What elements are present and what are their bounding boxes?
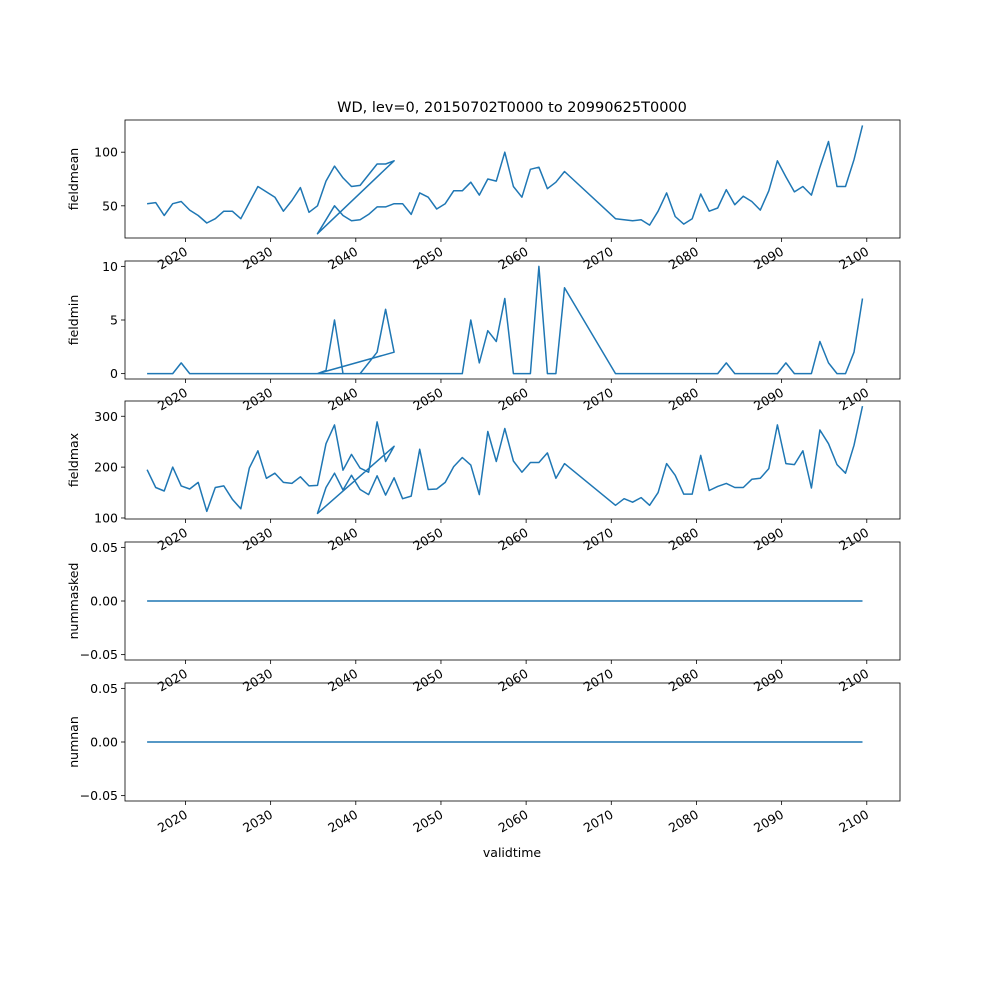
y-tick-label: 100 (94, 510, 118, 526)
subplot-numnan (66, 681, 900, 836)
y-tick-label: 0.00 (90, 593, 118, 609)
x-tick-label: 2040 (325, 524, 361, 554)
x-tick-label: 2040 (325, 806, 361, 836)
x-tick-label: 2080 (665, 665, 701, 695)
x-tick-label: 2040 (325, 384, 361, 414)
x-tick-label: 2030 (240, 243, 276, 273)
x-tick-label: 2100 (836, 243, 872, 273)
x-tick-label: 2050 (410, 384, 446, 414)
y-tick-label: −0.05 (79, 788, 118, 804)
x-tick-label: 2060 (495, 243, 531, 273)
y-axis-label: fieldmin (66, 294, 81, 346)
y-tick-label: 200 (94, 459, 118, 475)
y-tick-label: 0.05 (90, 680, 118, 696)
x-tick-label: 2050 (410, 524, 446, 554)
y-axis-label: fieldmax (66, 432, 81, 488)
y-axis-label: fieldmean (66, 147, 81, 211)
x-tick-label: 2070 (580, 665, 616, 695)
x-tick-label: 2070 (580, 243, 616, 273)
y-tick-label: 5 (110, 312, 118, 328)
x-tick-label: 2060 (495, 384, 531, 414)
series-line-fieldmin (147, 266, 862, 373)
x-tick-label: 2090 (751, 384, 787, 414)
x-tick-label: 2090 (751, 243, 787, 273)
x-tick-label: 2030 (240, 384, 276, 414)
x-tick-label: 2040 (325, 665, 361, 695)
x-tick-label: 2040 (325, 243, 361, 273)
x-tick-label: 2030 (240, 665, 276, 695)
axes-frame (125, 120, 900, 238)
x-tick-label: 2050 (410, 665, 446, 695)
x-tick-label: 2020 (154, 806, 190, 836)
x-tick-label: 2070 (580, 524, 616, 554)
y-axis-label: nummasked (66, 562, 81, 640)
x-tick-label: 2020 (154, 243, 190, 273)
x-tick-label: 2080 (665, 524, 701, 554)
y-tick-label: 0.05 (90, 539, 118, 555)
x-tick-label: 2020 (154, 665, 190, 695)
x-tick-label: 2090 (751, 665, 787, 695)
x-tick-label: 2090 (751, 806, 787, 836)
x-tick-label: 2020 (154, 384, 190, 414)
y-tick-label: 0 (110, 366, 118, 382)
x-tick-label: 2070 (580, 384, 616, 414)
y-tick-label: 0.00 (90, 734, 118, 750)
x-tick-label: 2060 (495, 665, 531, 695)
x-tick-label: 2100 (836, 665, 872, 695)
x-tick-label: 2100 (836, 806, 872, 836)
subplot-nummasked (66, 540, 900, 695)
x-tick-label: 2100 (836, 384, 872, 414)
subplot-fieldmean (66, 120, 900, 273)
y-tick-label: 50 (102, 198, 118, 214)
x-tick-label: 2080 (665, 806, 701, 836)
x-tick-label: 2100 (836, 524, 872, 554)
x-tick-label: 2090 (751, 524, 787, 554)
y-tick-label: 300 (94, 408, 118, 424)
x-tick-label: 2030 (240, 806, 276, 836)
x-tick-label: 2020 (154, 524, 190, 554)
subplot-fieldmin (66, 259, 900, 414)
x-tick-label: 2060 (495, 806, 531, 836)
x-tick-label: 2050 (410, 806, 446, 836)
x-tick-label: 2060 (495, 524, 531, 554)
x-tick-label: 2070 (580, 806, 616, 836)
x-axis-label: validtime (482, 845, 542, 860)
y-tick-label: 10 (102, 258, 118, 274)
x-tick-label: 2080 (665, 243, 701, 273)
series-line-fieldmean (147, 125, 862, 233)
subplot-fieldmax (66, 401, 900, 554)
x-tick-label: 2050 (410, 243, 446, 273)
x-tick-label: 2080 (665, 384, 701, 414)
series-line-fieldmax (147, 406, 862, 513)
y-axis-label: numnan (66, 716, 81, 768)
y-tick-label: 100 (94, 144, 118, 160)
y-tick-label: −0.05 (79, 647, 118, 663)
chart-title: WD, lev=0, 20150702T0000 to 20990625T0000 (337, 100, 687, 116)
x-tick-label: 2030 (240, 524, 276, 554)
